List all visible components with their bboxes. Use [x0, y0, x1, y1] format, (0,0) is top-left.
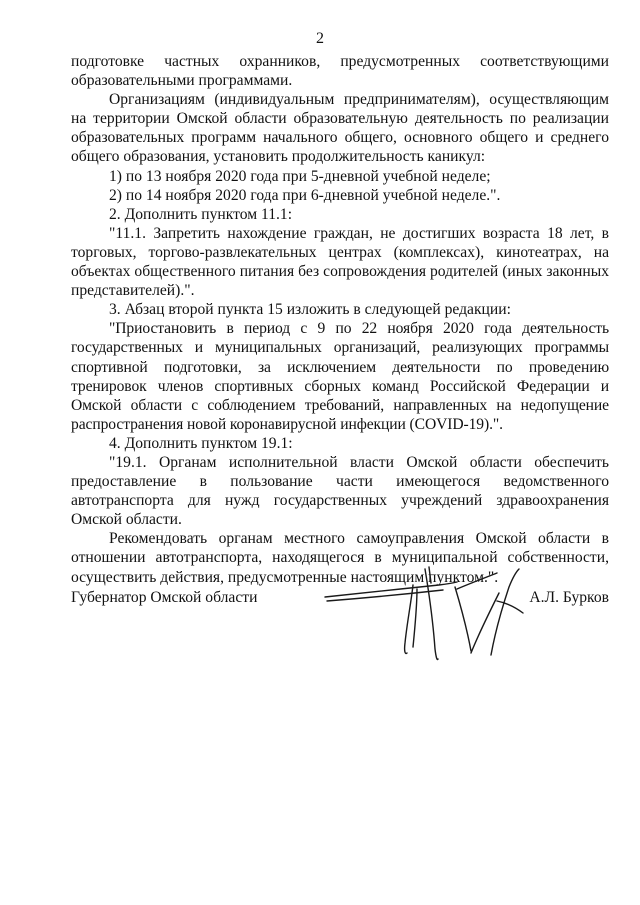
handwritten-signature [321, 563, 551, 673]
paragraph-2: Организациям (индивидуальным предпринимателям), осуществляющим на территории Омской области образовательную деятельность по реализации образовательных программ начального общего, основного общего и среднего общего образования, установить продолжительность каникул: [71, 91, 609, 166]
paragraph-11: Рекомендовать органам местного самоуправления Омской области в отношении автотранспорта, находящегося в муниципальной собственности, осуществить действия, предусмотренные настоящим пунктом.". [71, 530, 609, 586]
paragraph-1: подготовке частных охранников, предусмотренных соответствующими образовательными программами. [71, 53, 609, 90]
signer-name: А.Л. Бурков [529, 589, 609, 606]
paragraph-10: "19.1. Органам исполнительной власти Омской области обеспечить предоставление в пользование части имеющегося ведомственного автотранспорта для нужд государственных учреждений здравоохранения Омской области. [71, 453, 609, 529]
signer-title: Губернатор Омской области [71, 589, 258, 606]
page-number: 2 [316, 30, 324, 47]
paragraph-5: 2. Дополнить пунктом 11.1: [109, 205, 293, 223]
signature-block [71, 585, 609, 675]
paragraph-6: "11.1. Запретить нахождение граждан, не достигших возраста 18 лет, в торговых, торгово-развлекательных центрах (комплексах), кинотеатрах, на объектах общественного питания без сопровождения родителей (иных законных представителей).". [71, 224, 609, 300]
paragraph-3: 1) по 13 ноября 2020 года при 5-дневной учебной неделе; [109, 167, 491, 185]
document-body [71, 52, 609, 587]
paragraph-4: 2) по 14 ноября 2020 года при 6-дневной учебной неделе.". [109, 186, 501, 204]
paragraph-7: 3. Абзац второй пункта 15 изложить в следующей редакции: [109, 301, 511, 319]
paragraph-9: 4. Дополнить пунктом 19.1: [109, 434, 293, 452]
paragraph-8: "Приостановить в период с 9 по 22 ноября 2020 года деятельность государственных и муниципальных организаций, реализующих программы спортивной подготовки, за исключением деятельности по проведению тренировок членов спортивных сборных команд Российской Федерации и Омской области с соблюдением требований, направленных на недопущение распространения новой коронавирусной инфекции (COVID-19).". [71, 320, 609, 433]
